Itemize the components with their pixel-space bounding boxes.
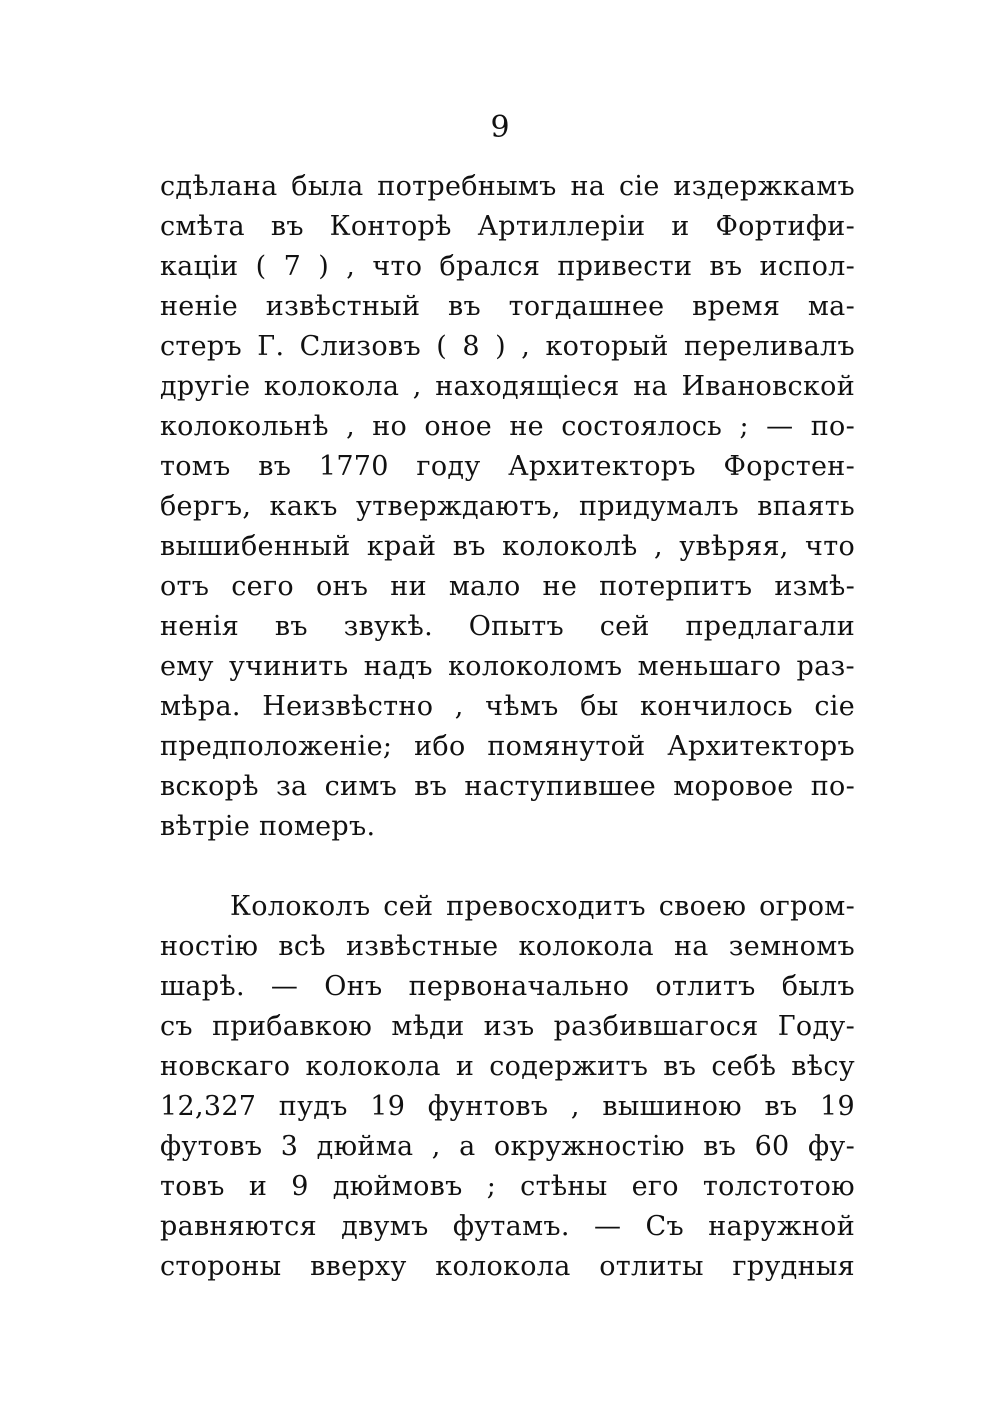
text-line: равняются двумъ футамъ. — Съ наружной xyxy=(160,1211,855,1242)
text-line: стороны вверху колокола отлиты грудныя xyxy=(160,1251,855,1282)
text-line: 12,327 пудъ 19 фунтовъ , вышиною въ 19 xyxy=(160,1091,855,1122)
text-line: футовъ 3 дюйма , а окружностію въ 60 фу- xyxy=(160,1131,855,1162)
text-line: томъ въ 1770 году Архитекторъ Форстен- xyxy=(160,451,855,482)
paragraph-2 xyxy=(160,887,855,1287)
text-line: другіе колокола , находящіеся на Ивановской xyxy=(160,371,855,402)
text-line: шарѣ. — Онъ первоначально отлитъ былъ xyxy=(160,971,855,1002)
text-line: отъ сего онъ ни мало не потерпитъ измѣ- xyxy=(160,571,855,602)
text-line: Колоколъ сей превосходитъ своею огром- xyxy=(230,891,855,922)
text-line: стеръ Г. Слизовъ ( 8 ) , который переливалъ xyxy=(160,331,855,362)
text-line: новскаго колокола и содержитъ въ себѣ вѣсу xyxy=(160,1051,855,1082)
text-line: съ прибавкою мѣди изъ разбившагося Году- xyxy=(160,1011,855,1042)
text-line: вышибенный край въ колоколѣ , увѣряя, что xyxy=(160,531,855,562)
text-line: смѣта въ Конторѣ Артиллеріи и Фортифи- xyxy=(160,211,855,242)
text-line: ему учинить надъ колоколомъ меньшаго раз- xyxy=(160,651,855,682)
text-line: вѣтріе померъ. xyxy=(160,811,376,842)
page-number: 9 xyxy=(490,110,510,145)
text-line: колокольнѣ , но оное не состоялось ; — по- xyxy=(160,411,855,442)
text-line: ностію всѣ извѣстные колокола на земномъ xyxy=(160,931,855,962)
paragraph-1 xyxy=(160,167,855,847)
text-line: сдѣлана была потребнымъ на сіе издержкамъ xyxy=(160,171,855,202)
text-line: ненія въ звукѣ. Опытъ сей предлагали xyxy=(160,611,855,642)
text-line: неніе извѣстный въ тогдашнее время ма- xyxy=(160,291,855,322)
text-line: вскорѣ за симъ въ наступившее моровое по- xyxy=(160,771,855,802)
text-line: каціи ( 7 ) , что брался привести въ испол- xyxy=(160,251,855,282)
text-line: товъ и 9 дюймовъ ; стѣны его толстотою xyxy=(160,1171,855,1202)
text-line: бергъ, какъ утверждаютъ, придумалъ впаять xyxy=(160,491,855,522)
text-line: предположеніе; ибо помянутой Архитекторъ xyxy=(160,731,855,762)
text-line: мѣра. Неизвѣстно , чѣмъ бы кончилось сіе xyxy=(160,691,855,722)
